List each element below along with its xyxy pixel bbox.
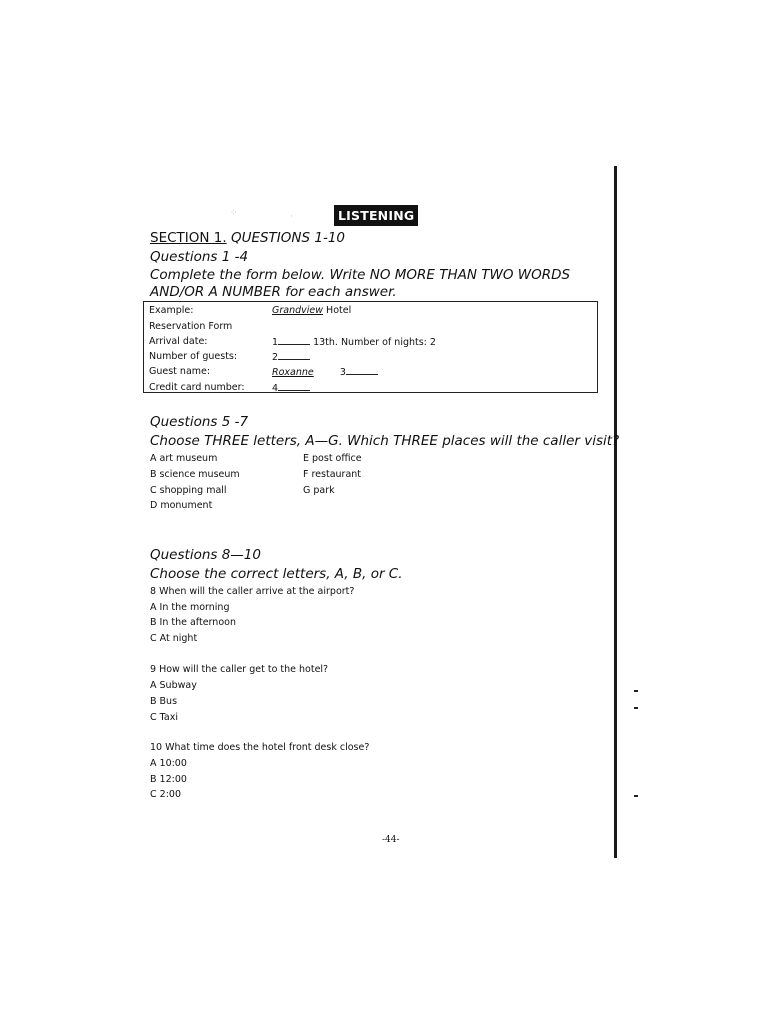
scan-speckle: ⁘ <box>230 208 238 218</box>
page-number: -44- <box>382 835 400 845</box>
guest-first-name: Roxanne <box>272 367 314 378</box>
section-label: SECTION 1. <box>150 230 227 246</box>
form-value-guest-name <box>272 366 378 378</box>
option-d: D monument <box>150 500 213 511</box>
question-10: 10 What time does the hotel front desk close? <box>150 742 370 753</box>
reservation-form <box>143 301 598 393</box>
option-b: B science museum <box>150 469 240 480</box>
q9-option-b: B Bus <box>150 696 178 707</box>
form-label: Number of guests: <box>149 351 238 362</box>
q8-option-a: A In the morning <box>150 602 230 613</box>
scan-speckle: · <box>290 212 293 222</box>
q10-option-a: A 10:00 <box>150 758 187 769</box>
q9-option-a: A Subway <box>150 680 197 691</box>
part3-instruction: Choose the correct letters, A, B, or C. <box>150 566 403 582</box>
q10-option-c: C 2:00 <box>150 789 181 800</box>
form-label: Guest name: <box>149 366 211 377</box>
part3-heading: Questions 8—10 <box>150 547 261 563</box>
question-9: 9 How will the caller get to the hotel? <box>150 664 329 675</box>
part2-heading: Questions 5 -7 <box>150 414 249 430</box>
option-g: G park <box>303 485 335 496</box>
q10-option-b: B 12:00 <box>150 774 187 785</box>
option-e: E post office <box>303 453 362 464</box>
section-questions: QUESTIONS 1-10 <box>230 230 346 246</box>
answer-blank-4[interactable] <box>278 382 310 391</box>
form-row-guests <box>149 351 237 363</box>
form-row-arrival <box>149 336 208 348</box>
blank-number: 3 <box>339 367 346 378</box>
form-row-guest-name <box>149 366 210 378</box>
scan-edge-line <box>614 166 617 858</box>
option-f: F restaurant <box>303 469 362 480</box>
blank-number: 4 <box>272 383 279 394</box>
form-value-arrival <box>272 336 436 348</box>
scan-mark <box>634 690 638 692</box>
part1-instruction: Complete the form below. Write NO MORE THAN TWO WORDS AND/OR A NUMBER for each answer. <box>150 267 571 300</box>
blank-number: 1 <box>272 337 279 348</box>
q8-option-b: B In the afternoon <box>150 617 236 628</box>
option-a: A art museum <box>150 453 218 464</box>
form-label: Arrival date: <box>149 336 208 347</box>
listening-badge: LISTENING <box>334 205 418 226</box>
form-value-credit-card <box>272 382 310 394</box>
form-row-example <box>149 305 193 317</box>
form-label: Example: <box>149 305 194 316</box>
blank-number: 2 <box>272 352 279 363</box>
scan-mark <box>634 795 638 797</box>
form-label: Credit card number: <box>149 382 245 393</box>
option-c: C shopping mall <box>150 485 227 496</box>
question-8: 8 When will the caller arrive at the airport? <box>150 586 355 597</box>
arrival-rest: 13th. Number of nights: 2 <box>310 337 436 348</box>
example-hotel-name: Grandview <box>272 305 324 316</box>
form-value-example <box>272 305 351 316</box>
answer-blank-1[interactable] <box>278 336 310 345</box>
part2-instruction: Choose THREE letters, A—G. Which THREE places will the caller visit? <box>150 433 620 449</box>
example-hotel-suffix: Hotel <box>323 305 352 316</box>
form-value-guests <box>272 351 310 363</box>
form-row-title <box>149 321 232 333</box>
section-title <box>150 230 345 246</box>
answer-blank-3[interactable] <box>346 366 378 375</box>
q9-option-c: C Taxi <box>150 712 178 723</box>
part1-heading: Questions 1 -4 <box>150 249 249 265</box>
answer-blank-2[interactable] <box>278 351 310 360</box>
q8-option-c: C At night <box>150 633 198 644</box>
scan-mark <box>634 707 638 709</box>
form-row-credit-card <box>149 382 245 394</box>
form-label: Reservation Form <box>149 321 233 332</box>
